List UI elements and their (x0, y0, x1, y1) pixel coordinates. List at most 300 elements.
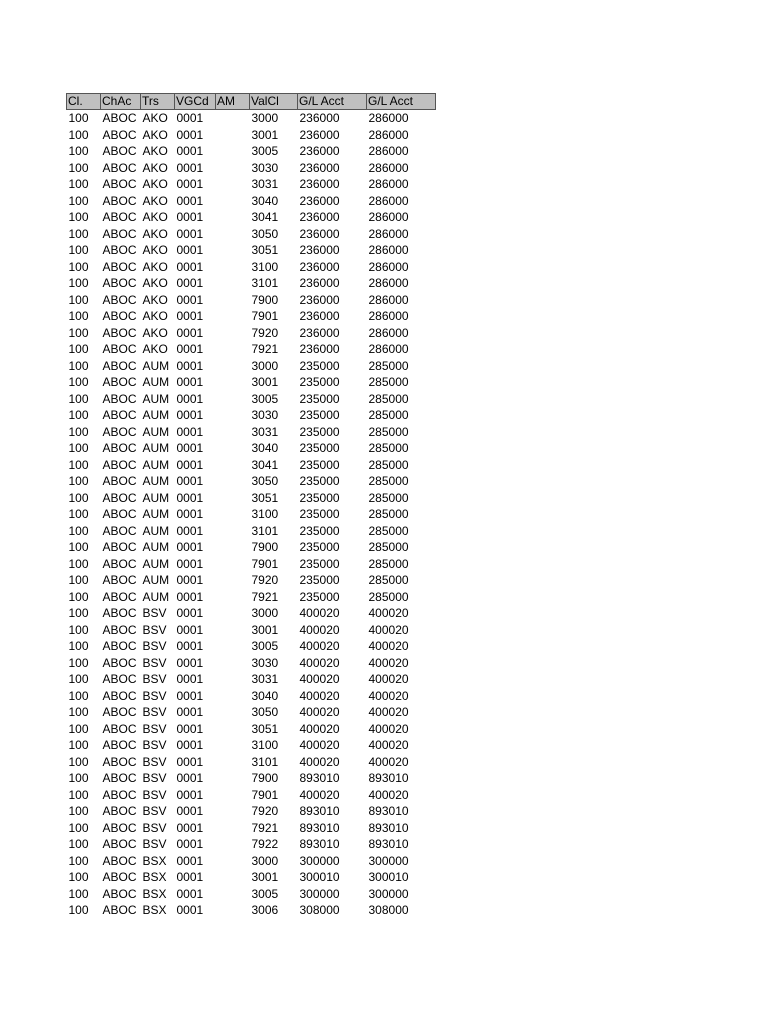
table-row (67, 424, 436, 441)
gl-account-credit-cell: 400020 (368, 655, 409, 670)
chart-of-accounts-cell: ABOC (102, 523, 137, 538)
chart-of-accounts-cell: ABOC (102, 424, 137, 439)
account-modifier-cell (216, 853, 250, 870)
valuation-class-cell: 3030 (251, 408, 279, 423)
account-modifier-cell (216, 622, 250, 639)
chart-of-accounts-cell: ABOC (102, 639, 137, 654)
valuation-class-cell: 3005 (251, 144, 279, 159)
client-cell: 100 (68, 804, 89, 819)
gl-account-credit-cell: 893010 (368, 804, 409, 819)
account-modifier-cell (216, 902, 250, 919)
gl-account-debit-cell: 236000 (299, 193, 340, 208)
transaction-cell: AUM (142, 507, 170, 522)
transaction-cell: BSV (142, 787, 167, 802)
valuation-class-cell: 7900 (251, 540, 279, 555)
valuation-class-cell: 3040 (251, 688, 279, 703)
gl-account-credit-cell: 286000 (368, 276, 409, 291)
valuation-grouping-cell: 0001 (176, 688, 204, 703)
transaction-cell: AUM (142, 441, 170, 456)
chart-of-accounts-cell: ABOC (102, 127, 137, 142)
valuation-class-cell: 3000 (251, 853, 279, 868)
table-row (67, 440, 436, 457)
valuation-class-cell: 7921 (251, 589, 279, 604)
gl-account-debit-cell: 236000 (299, 342, 340, 357)
gl-account-credit-cell: 893010 (368, 820, 409, 835)
client-cell: 100 (68, 523, 89, 538)
valuation-class-cell: 3001 (251, 375, 279, 390)
gl-account-credit-cell: 286000 (368, 309, 409, 324)
chart-of-accounts-cell: ABOC (102, 738, 137, 753)
table-row (67, 556, 436, 573)
gl-account-credit-cell: 400020 (368, 754, 409, 769)
client-cell: 100 (68, 144, 89, 159)
transaction-cell: AKO (142, 160, 168, 175)
valuation-class-cell: 3101 (251, 754, 279, 769)
valuation-class-cell: 3040 (251, 441, 279, 456)
transaction-cell: BSX (142, 903, 167, 918)
gl-account-debit-cell: 235000 (299, 490, 340, 505)
client-cell: 100 (68, 639, 89, 654)
valuation-class-cell: 3000 (251, 111, 279, 126)
valuation-grouping-cell: 0001 (176, 226, 204, 241)
gl-account-credit-cell: 285000 (368, 375, 409, 390)
gl-account-credit-cell: 286000 (368, 259, 409, 274)
gl-account-debit-cell: 235000 (299, 457, 340, 472)
client-cell: 100 (68, 193, 89, 208)
gl-account-debit-cell: 236000 (299, 127, 340, 142)
client-cell: 100 (68, 276, 89, 291)
table-row (67, 853, 436, 870)
table-row (67, 688, 436, 705)
transaction-cell: AUM (142, 358, 170, 373)
account-modifier-cell (216, 638, 250, 655)
client-cell: 100 (68, 837, 89, 852)
transaction-cell: BSV (142, 639, 167, 654)
valuation-grouping-cell: 0001 (176, 325, 204, 340)
valuation-class-cell: 7901 (251, 556, 279, 571)
gl-account-debit-cell: 235000 (299, 408, 340, 423)
valuation-grouping-cell: 0001 (176, 903, 204, 918)
account-modifier-cell (216, 259, 250, 276)
header-gl-account-debit: G/L Acct (298, 94, 367, 110)
gl-account-credit-cell: 285000 (368, 408, 409, 423)
account-modifier-cell (216, 820, 250, 837)
account-modifier-cell (216, 605, 250, 622)
table-row (67, 638, 436, 655)
client-cell: 100 (68, 672, 89, 687)
gl-account-credit-cell: 300000 (368, 853, 409, 868)
chart-of-accounts-cell: ABOC (102, 853, 137, 868)
transaction-cell: AKO (142, 292, 168, 307)
table-row (67, 704, 436, 721)
client-cell: 100 (68, 210, 89, 225)
transaction-cell: AKO (142, 193, 168, 208)
valuation-class-cell: 3050 (251, 705, 279, 720)
header-chart-of-accounts: ChAc (101, 94, 141, 110)
client-cell: 100 (68, 490, 89, 505)
valuation-grouping-cell: 0001 (176, 804, 204, 819)
transaction-cell: BSV (142, 606, 167, 621)
account-modifier-cell (216, 143, 250, 160)
chart-of-accounts-cell: ABOC (102, 754, 137, 769)
gl-account-debit-cell: 893010 (299, 771, 340, 786)
gl-account-credit-cell: 286000 (368, 177, 409, 192)
valuation-class-cell: 3031 (251, 177, 279, 192)
gl-account-debit-cell: 235000 (299, 424, 340, 439)
account-modifier-cell (216, 473, 250, 490)
client-cell: 100 (68, 721, 89, 736)
valuation-class-cell: 3005 (251, 391, 279, 406)
chart-of-accounts-cell: ABOC (102, 820, 137, 835)
table-row (67, 259, 436, 276)
table-row (67, 737, 436, 754)
gl-account-debit-cell: 308000 (299, 903, 340, 918)
gl-account-debit-cell: 235000 (299, 375, 340, 390)
valuation-grouping-cell: 0001 (176, 655, 204, 670)
client-cell: 100 (68, 226, 89, 241)
account-modifier-cell (216, 886, 250, 903)
transaction-cell: AKO (142, 210, 168, 225)
valuation-class-cell: 3051 (251, 243, 279, 258)
chart-of-accounts-cell: ABOC (102, 457, 137, 472)
gl-account-debit-cell: 236000 (299, 292, 340, 307)
gl-account-credit-cell: 285000 (368, 441, 409, 456)
valuation-grouping-cell: 0001 (176, 490, 204, 505)
account-modifier-cell (216, 671, 250, 688)
client-cell: 100 (68, 177, 89, 192)
client-cell: 100 (68, 870, 89, 885)
client-cell: 100 (68, 820, 89, 835)
valuation-grouping-cell: 0001 (176, 177, 204, 192)
transaction-cell: AUM (142, 375, 170, 390)
transaction-cell: AKO (142, 226, 168, 241)
account-modifier-cell (216, 275, 250, 292)
gl-account-debit-cell: 400020 (299, 655, 340, 670)
valuation-class-cell: 7921 (251, 820, 279, 835)
account-modifier-cell (216, 407, 250, 424)
account-modifier-cell (216, 226, 250, 243)
table-row (67, 110, 436, 127)
gl-account-credit-cell: 285000 (368, 556, 409, 571)
table-row (67, 622, 436, 639)
client-cell: 100 (68, 441, 89, 456)
client-cell: 100 (68, 655, 89, 670)
chart-of-accounts-cell: ABOC (102, 507, 137, 522)
account-modifier-cell (216, 374, 250, 391)
valuation-grouping-cell: 0001 (176, 672, 204, 687)
valuation-grouping-cell: 0001 (176, 375, 204, 390)
gl-account-credit-cell: 286000 (368, 210, 409, 225)
valuation-grouping-cell: 0001 (176, 144, 204, 159)
valuation-class-cell: 3100 (251, 259, 279, 274)
account-modifier-cell (216, 292, 250, 309)
valuation-class-cell: 7921 (251, 342, 279, 357)
table-row (67, 869, 436, 886)
chart-of-accounts-cell: ABOC (102, 408, 137, 423)
table-row (67, 820, 436, 837)
chart-of-accounts-cell: ABOC (102, 309, 137, 324)
chart-of-accounts-cell: ABOC (102, 540, 137, 555)
transaction-cell: AUM (142, 474, 170, 489)
table-row (67, 803, 436, 820)
transaction-cell: AKO (142, 243, 168, 258)
account-modifier-cell (216, 787, 250, 804)
transaction-cell: AKO (142, 177, 168, 192)
account-modifier-cell (216, 424, 250, 441)
gl-account-debit-cell: 235000 (299, 589, 340, 604)
account-modifier-cell (216, 754, 250, 771)
valuation-class-cell: 7900 (251, 771, 279, 786)
valuation-class-cell: 3001 (251, 870, 279, 885)
client-cell: 100 (68, 391, 89, 406)
transaction-cell: AKO (142, 309, 168, 324)
gl-account-credit-cell: 286000 (368, 160, 409, 175)
chart-of-accounts-cell: ABOC (102, 606, 137, 621)
client-cell: 100 (68, 771, 89, 786)
gl-account-debit-cell: 235000 (299, 358, 340, 373)
gl-account-debit-cell: 235000 (299, 540, 340, 555)
table-row (67, 143, 436, 160)
gl-account-credit-cell: 285000 (368, 490, 409, 505)
valuation-class-cell: 3000 (251, 358, 279, 373)
transaction-cell: BSV (142, 622, 167, 637)
gl-account-credit-cell: 400020 (368, 622, 409, 637)
table-row (67, 226, 436, 243)
valuation-grouping-cell: 0001 (176, 243, 204, 258)
table-row (67, 176, 436, 193)
account-modifier-cell (216, 655, 250, 672)
account-determination-sheet (66, 93, 436, 919)
transaction-cell: AUM (142, 424, 170, 439)
transaction-cell: AUM (142, 556, 170, 571)
gl-account-credit-cell: 285000 (368, 507, 409, 522)
account-modifier-cell (216, 506, 250, 523)
client-cell: 100 (68, 474, 89, 489)
gl-account-credit-cell: 286000 (368, 111, 409, 126)
gl-account-credit-cell: 285000 (368, 540, 409, 555)
gl-account-credit-cell: 400020 (368, 721, 409, 736)
valuation-grouping-cell: 0001 (176, 606, 204, 621)
table-row (67, 787, 436, 804)
gl-account-debit-cell: 300000 (299, 886, 340, 901)
gl-account-credit-cell: 400020 (368, 672, 409, 687)
gl-account-credit-cell: 285000 (368, 457, 409, 472)
valuation-grouping-cell: 0001 (176, 408, 204, 423)
chart-of-accounts-cell: ABOC (102, 160, 137, 175)
transaction-cell: AKO (142, 342, 168, 357)
valuation-grouping-cell: 0001 (176, 441, 204, 456)
chart-of-accounts-cell: ABOC (102, 556, 137, 571)
table-row (67, 325, 436, 342)
account-modifier-cell (216, 176, 250, 193)
chart-of-accounts-cell: ABOC (102, 589, 137, 604)
valuation-grouping-cell: 0001 (176, 573, 204, 588)
table-row (67, 902, 436, 919)
client-cell: 100 (68, 606, 89, 621)
client-cell: 100 (68, 688, 89, 703)
table-row (67, 572, 436, 589)
client-cell: 100 (68, 325, 89, 340)
gl-account-credit-cell: 893010 (368, 837, 409, 852)
account-modifier-cell (216, 457, 250, 474)
gl-account-credit-cell: 286000 (368, 292, 409, 307)
valuation-class-cell: 3101 (251, 276, 279, 291)
gl-account-credit-cell: 285000 (368, 474, 409, 489)
valuation-grouping-cell: 0001 (176, 457, 204, 472)
account-modifier-cell (216, 704, 250, 721)
valuation-grouping-cell: 0001 (176, 639, 204, 654)
gl-account-debit-cell: 236000 (299, 276, 340, 291)
gl-account-credit-cell: 285000 (368, 523, 409, 538)
account-modifier-cell (216, 242, 250, 259)
valuation-class-cell: 7920 (251, 325, 279, 340)
header-row (67, 94, 436, 110)
transaction-cell: BSV (142, 837, 167, 852)
valuation-grouping-cell: 0001 (176, 259, 204, 274)
table-row (67, 523, 436, 540)
valuation-grouping-cell: 0001 (176, 870, 204, 885)
valuation-grouping-cell: 0001 (176, 556, 204, 571)
chart-of-accounts-cell: ABOC (102, 441, 137, 456)
chart-of-accounts-cell: ABOC (102, 292, 137, 307)
chart-of-accounts-cell: ABOC (102, 573, 137, 588)
table-row (67, 308, 436, 325)
gl-account-credit-cell: 285000 (368, 573, 409, 588)
gl-account-debit-cell: 400020 (299, 754, 340, 769)
transaction-cell: AKO (142, 111, 168, 126)
gl-account-debit-cell: 300010 (299, 870, 340, 885)
chart-of-accounts-cell: ABOC (102, 705, 137, 720)
table-row (67, 127, 436, 144)
account-modifier-cell (216, 358, 250, 375)
gl-account-credit-cell: 285000 (368, 589, 409, 604)
account-modifier-cell (216, 836, 250, 853)
client-cell: 100 (68, 259, 89, 274)
valuation-class-cell: 3031 (251, 424, 279, 439)
client-cell: 100 (68, 111, 89, 126)
header-transaction: Trs (141, 94, 175, 110)
table-row (67, 886, 436, 903)
account-modifier-cell (216, 160, 250, 177)
transaction-cell: AUM (142, 589, 170, 604)
gl-account-debit-cell: 236000 (299, 325, 340, 340)
transaction-cell: AKO (142, 259, 168, 274)
chart-of-accounts-cell: ABOC (102, 474, 137, 489)
gl-account-credit-cell: 286000 (368, 127, 409, 142)
account-modifier-cell (216, 737, 250, 754)
gl-account-debit-cell: 893010 (299, 837, 340, 852)
chart-of-accounts-cell: ABOC (102, 111, 137, 126)
valuation-grouping-cell: 0001 (176, 474, 204, 489)
chart-of-accounts-cell: ABOC (102, 870, 137, 885)
valuation-class-cell: 3100 (251, 507, 279, 522)
gl-account-credit-cell: 400020 (368, 705, 409, 720)
client-cell: 100 (68, 556, 89, 571)
gl-account-credit-cell: 286000 (368, 342, 409, 357)
gl-account-debit-cell: 300000 (299, 853, 340, 868)
chart-of-accounts-cell: ABOC (102, 144, 137, 159)
gl-account-debit-cell: 400020 (299, 688, 340, 703)
table-row (67, 836, 436, 853)
gl-account-debit-cell: 236000 (299, 226, 340, 241)
transaction-cell: BSX (142, 853, 167, 868)
valuation-class-cell: 7901 (251, 787, 279, 802)
valuation-class-cell: 3031 (251, 672, 279, 687)
valuation-grouping-cell: 0001 (176, 820, 204, 835)
chart-of-accounts-cell: ABOC (102, 771, 137, 786)
valuation-grouping-cell: 0001 (176, 523, 204, 538)
table-row (67, 473, 436, 490)
client-cell: 100 (68, 358, 89, 373)
valuation-class-cell: 3006 (251, 903, 279, 918)
chart-of-accounts-cell: ABOC (102, 226, 137, 241)
chart-of-accounts-cell: ABOC (102, 672, 137, 687)
account-modifier-cell (216, 308, 250, 325)
account-modifier-cell (216, 440, 250, 457)
table-row (67, 605, 436, 622)
valuation-class-cell: 7901 (251, 309, 279, 324)
gl-account-debit-cell: 235000 (299, 474, 340, 489)
account-modifier-cell (216, 127, 250, 144)
header-gl-account-credit: G/L Acct (367, 94, 436, 110)
gl-account-credit-cell: 400020 (368, 639, 409, 654)
chart-of-accounts-cell: ABOC (102, 193, 137, 208)
table-row (67, 193, 436, 210)
valuation-class-cell: 3040 (251, 193, 279, 208)
chart-of-accounts-cell: ABOC (102, 342, 137, 357)
client-cell: 100 (68, 903, 89, 918)
transaction-cell: AUM (142, 523, 170, 538)
table-row (67, 391, 436, 408)
valuation-grouping-cell: 0001 (176, 886, 204, 901)
gl-account-credit-cell: 300000 (368, 886, 409, 901)
gl-account-credit-cell: 400020 (368, 606, 409, 621)
valuation-grouping-cell: 0001 (176, 507, 204, 522)
gl-account-credit-cell: 285000 (368, 424, 409, 439)
table-row (67, 160, 436, 177)
valuation-class-cell: 3005 (251, 639, 279, 654)
chart-of-accounts-cell: ABOC (102, 243, 137, 258)
client-cell: 100 (68, 853, 89, 868)
client-cell: 100 (68, 160, 89, 175)
valuation-grouping-cell: 0001 (176, 705, 204, 720)
table-row (67, 407, 436, 424)
transaction-cell: AUM (142, 457, 170, 472)
account-modifier-cell (216, 572, 250, 589)
transaction-cell: BSX (142, 886, 167, 901)
valuation-grouping-cell: 0001 (176, 787, 204, 802)
account-modifier-cell (216, 490, 250, 507)
valuation-grouping-cell: 0001 (176, 127, 204, 142)
valuation-grouping-cell: 0001 (176, 754, 204, 769)
chart-of-accounts-cell: ABOC (102, 375, 137, 390)
gl-account-debit-cell: 400020 (299, 639, 340, 654)
gl-account-credit-cell: 285000 (368, 391, 409, 406)
gl-account-debit-cell: 235000 (299, 573, 340, 588)
gl-account-table (66, 93, 436, 919)
header-valuation-grouping-code: VGCd (175, 94, 216, 110)
chart-of-accounts-cell: ABOC (102, 886, 137, 901)
valuation-class-cell: 3051 (251, 490, 279, 505)
table-row (67, 457, 436, 474)
account-modifier-cell (216, 556, 250, 573)
account-modifier-cell (216, 523, 250, 540)
chart-of-accounts-cell: ABOC (102, 903, 137, 918)
valuation-class-cell: 7922 (251, 837, 279, 852)
table-row (67, 358, 436, 375)
table-row (67, 770, 436, 787)
client-cell: 100 (68, 424, 89, 439)
